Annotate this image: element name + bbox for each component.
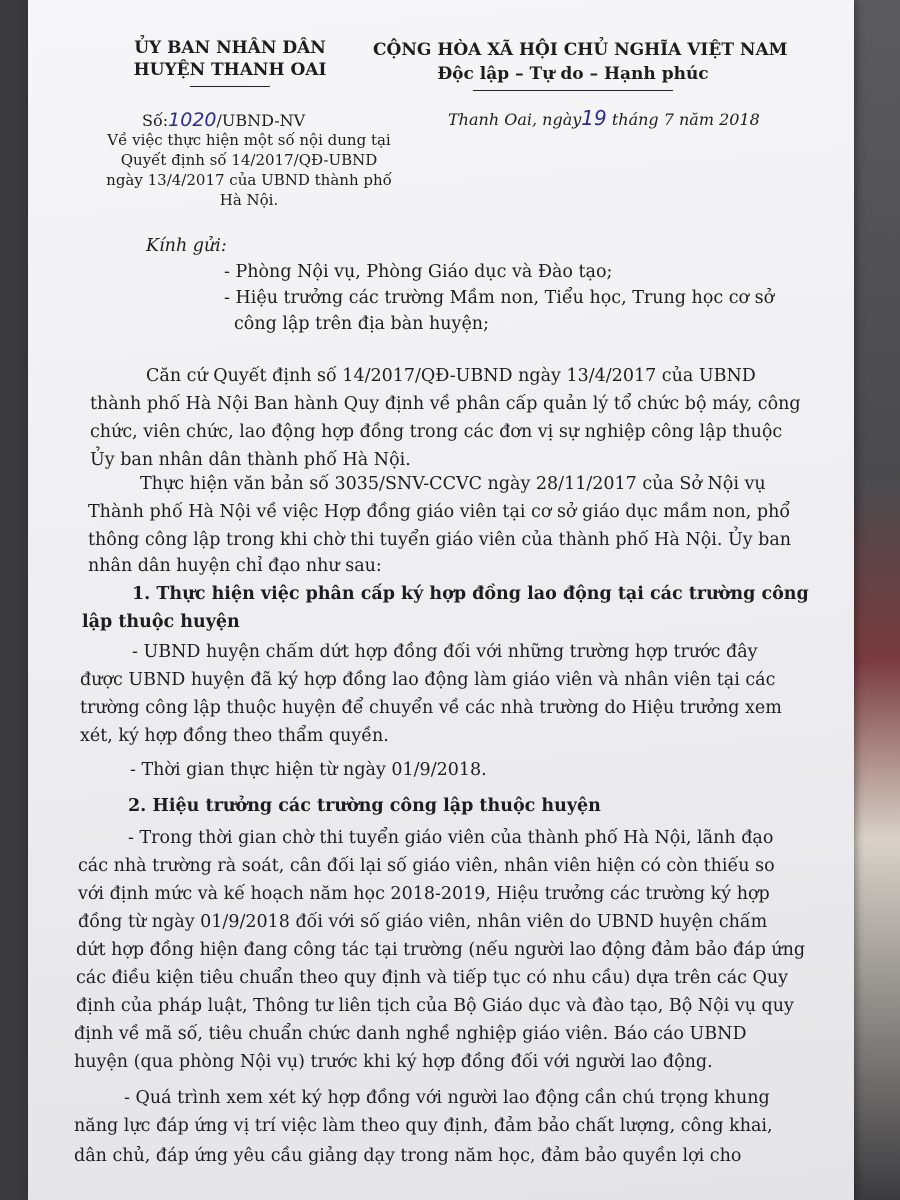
document-number-prefix: Số:: [142, 111, 169, 130]
section-heading-1: 1. Thực hiện việc phân cấp ký hợp đồng lao động tại các trường công: [132, 584, 809, 604]
body-line: xét, ký hợp đồng theo thẩm quyền.: [80, 726, 389, 746]
body-line: - Quá trình xem xét ký hợp đồng với người lao động cần chú trọng khung: [124, 1088, 770, 1108]
date-suffix: tháng 7 năm 2018: [611, 110, 760, 129]
body-line: với định mức và kế hoạch năm học 2018-2019, Hiệu trưởng các trường ký hợp: [78, 884, 770, 904]
motto-underline: [473, 90, 673, 91]
body-line: Thành phố Hà Nội về việc Hợp đồng giáo viên tại cơ sở giáo dục mầm non, phổ: [88, 502, 791, 522]
section-heading-1-cont: lập thuộc huyện: [82, 612, 240, 632]
recipients-label: Kính gửi:: [146, 236, 227, 256]
recipient-item: - Phòng Nội vụ, Phòng Giáo dục và Đào tạo;: [224, 262, 613, 282]
body-line: đồng từ ngày 01/9/2018 đối với số giáo viên, nhân viên do UBND huyện chấm: [78, 912, 768, 932]
body-line: Ủy ban nhân dân thành phố Hà Nội.: [90, 450, 411, 470]
body-line: nhân dân huyện chỉ đạo như sau:: [88, 556, 382, 576]
body-line: định của pháp luật, Thông tư liên tịch của Bộ Giáo dục và đào tạo, Bộ Nội vụ quy: [76, 996, 794, 1016]
body-line: các nhà trường rà soát, cân đối lại số giáo viên, nhân viên hiện có còn thiếu so: [78, 856, 775, 876]
date-day-handwritten: 19: [581, 106, 607, 130]
date-prefix: Thanh Oai, ngày: [448, 110, 582, 129]
body-line: thông công lập trong khi chờ thi tuyển giáo viên của thành phố Hà Nội. Ủy ban: [88, 530, 792, 550]
document-number-handwritten: 1020: [168, 109, 217, 131]
recipient-item: - Hiệu trưởng các trường Mầm non, Tiểu học, Trung học cơ sở: [224, 288, 775, 308]
section-heading-2: 2. Hiệu trưởng các trường công lập thuộc huyện: [128, 796, 601, 816]
document-number-suffix: /UBND-NV: [216, 111, 306, 130]
body-line: huyện (qua phòng Nội vụ) trước khi ký hợp đồng đối với người lao động.: [74, 1052, 713, 1072]
agency-name-line1: ỦY BAN NHÂN DÂN: [134, 38, 326, 58]
body-line: chức, viên chức, lao động hợp đồng trong các đơn vị sự nghiệp công lập thuộc: [90, 422, 783, 442]
nation-motto: Độc lập – Tự do – Hạnh phúc: [437, 64, 709, 84]
nation-title: CỘNG HÒA XÃ HỘI CHỦ NGHĨA VIỆT NAM: [373, 40, 788, 60]
body-line: - Trong thời gian chờ thi tuyển giáo viên của thành phố Hà Nội, lãnh đạo: [128, 828, 774, 848]
body-line: - UBND huyện chấm dứt hợp đồng đối với những trường hợp trước đây: [132, 642, 758, 662]
body-line: các điều kiện tiêu chuẩn theo quy định và tiếp tục có nhu cầu) dựa trên các Quy: [76, 968, 789, 988]
body-line: thành phố Hà Nội Ban hành Quy định về phân cấp quản lý tổ chức bộ máy, công: [90, 394, 801, 414]
body-line: được UBND huyện đã ký hợp đồng lao động làm giáo viên và nhân viên tại các: [80, 670, 776, 690]
body-line: Thực hiện văn bản số 3035/SNV-CCVC ngày 28/11/2017 của Sở Nội vụ: [140, 474, 766, 494]
document-number: [142, 110, 305, 131]
document-page: [28, 0, 854, 1200]
document-date: [448, 106, 760, 130]
body-line: năng lực đáp ứng vị trí việc làm theo quy định, đảm bảo chất lượng, công khai,: [74, 1116, 773, 1136]
document-subject: Về việc thực hiện một số nội dung tại Quyết định số 14/2017/QĐ-UBND ngày 13/4/2017 của UBND thành phố Hà Nội.: [106, 131, 392, 209]
body-line: Căn cứ Quyết định số 14/2017/QĐ-UBND ngày 13/4/2017 của UBND: [146, 366, 756, 386]
body-line: dân chủ, đáp ứng yêu cầu giảng dạy trong năm học, đảm bảo quyền lợi cho: [74, 1146, 742, 1166]
body-line: dứt hợp đồng hiện đang công tác tại trường (nếu người lao động đảm bảo đáp ứng: [76, 940, 806, 960]
body-line: - Thời gian thực hiện từ ngày 01/9/2018.: [130, 760, 487, 780]
body-line: trường công lập thuộc huyện để chuyển về các nhà trường do Hiệu trưởng xem: [80, 698, 782, 718]
agency-name-line2: HUYỆN THANH OAI: [133, 60, 327, 80]
recipient-item: công lập trên địa bàn huyện;: [234, 314, 489, 334]
body-line: định về mã số, tiêu chuẩn chức danh nghề nghiệp giáo viên. Báo cáo UBND: [74, 1024, 747, 1044]
agency-underline: [190, 86, 270, 87]
